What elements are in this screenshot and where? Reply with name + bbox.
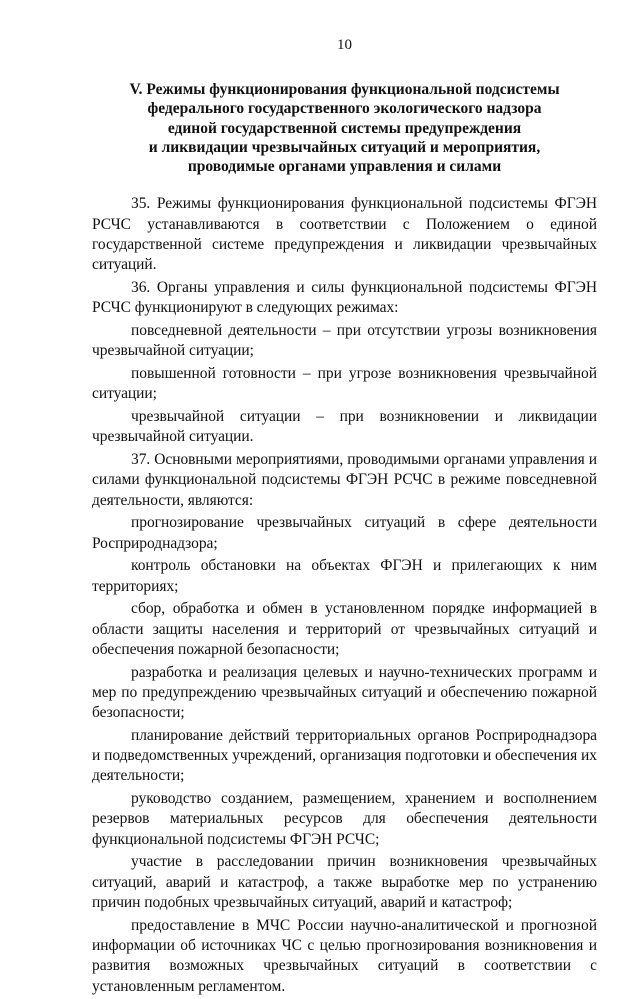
- section-heading-line: и ликвидации чрезвычайных ситуаций и мероприятия,: [148, 138, 541, 156]
- measure-programs: разработка и реализация целевых и научно-технических программ и мер по предупреждению чрезвычайных ситуаций и обеспечению пожарной безопасности;: [92, 663, 597, 722]
- measure-reporting: предоставление в МЧС России научно-аналитической и прогнозной информации об источниках ЧС с целью прогнозирования возникновения и развития возможных чрезвычайных ситуаций в соответствии с установленным регламентом.: [92, 916, 597, 995]
- section-heading-line: единой государственной системы предупреждения: [167, 119, 522, 137]
- mode-daily-activity: повседневной деятельности – при отсутствии угрозы возникновения чрезвычайной ситуации;: [92, 322, 597, 360]
- paragraph-36: 36. Органы управления и силы функциональной подсистемы ФГЭН РСЧС функционируют в следующих режимах:: [92, 279, 597, 317]
- body-text: [92, 194, 597, 996]
- mode-emergency: чрезвычайной ситуации – при возникновении и ликвидации чрезвычайной ситуации.: [92, 408, 597, 446]
- mode-high-readiness: повышенной готовности – при угрозе возникновения чрезвычайной ситуации;: [92, 365, 597, 403]
- measure-information-exchange: сбор, обработка и обмен в установленном порядке информацией в области защиты населения и территорий от чрезвычайных ситуаций и обеспечения пожарной безопасности;: [92, 600, 597, 658]
- measure-planning: планирование действий территориальных органов Росприроднадзора и подведомственных учреждений, организация подготовки и обеспечения их деятельности;: [92, 726, 597, 785]
- document-page: [92, 36, 597, 999]
- section-heading-line: федерального государственного экологического надзора: [147, 100, 542, 118]
- paragraph-35: 35. Режимы функционирования функциональной подсистемы ФГЭН РСЧС устанавливаются в соответствии с Положением о единой государственной системе предупреждения и ликвидации чрезвычайных ситуаций.: [92, 195, 597, 274]
- measure-reserves: руководство созданием, размещением, хранением и восполнением резервов материальных ресурсов для обеспечения деятельности функциональной подсистемы ФГЭН РСЧС;: [92, 790, 597, 848]
- paragraph-37: 37. Основными мероприятиями, проводимыми органами управления и силами функциональной подсистемы ФГЭН РСЧС в режиме повседневной деятельности, являются:: [92, 451, 597, 509]
- section-heading-line: V. Режимы функционирования функциональной подсистемы: [129, 81, 560, 98]
- page-number: 10: [337, 37, 352, 53]
- section-heading-line: проводимые органами управления и силами: [187, 158, 502, 176]
- measure-monitoring: контроль обстановки на объектах ФГЭН и прилегающих к ним территориях;: [92, 557, 597, 595]
- section-heading: [92, 80, 597, 176]
- measure-forecasting: прогнозирование чрезвычайных ситуаций в сфере деятельности Росприроднадзора;: [92, 514, 597, 552]
- measure-investigation: участие в расследовании причин возникновения чрезвычайных ситуаций, аварий и катастроф, а также выработке мер по устранению причин подобных чрезвычайных ситуаций, аварий и катастроф;: [92, 853, 597, 911]
